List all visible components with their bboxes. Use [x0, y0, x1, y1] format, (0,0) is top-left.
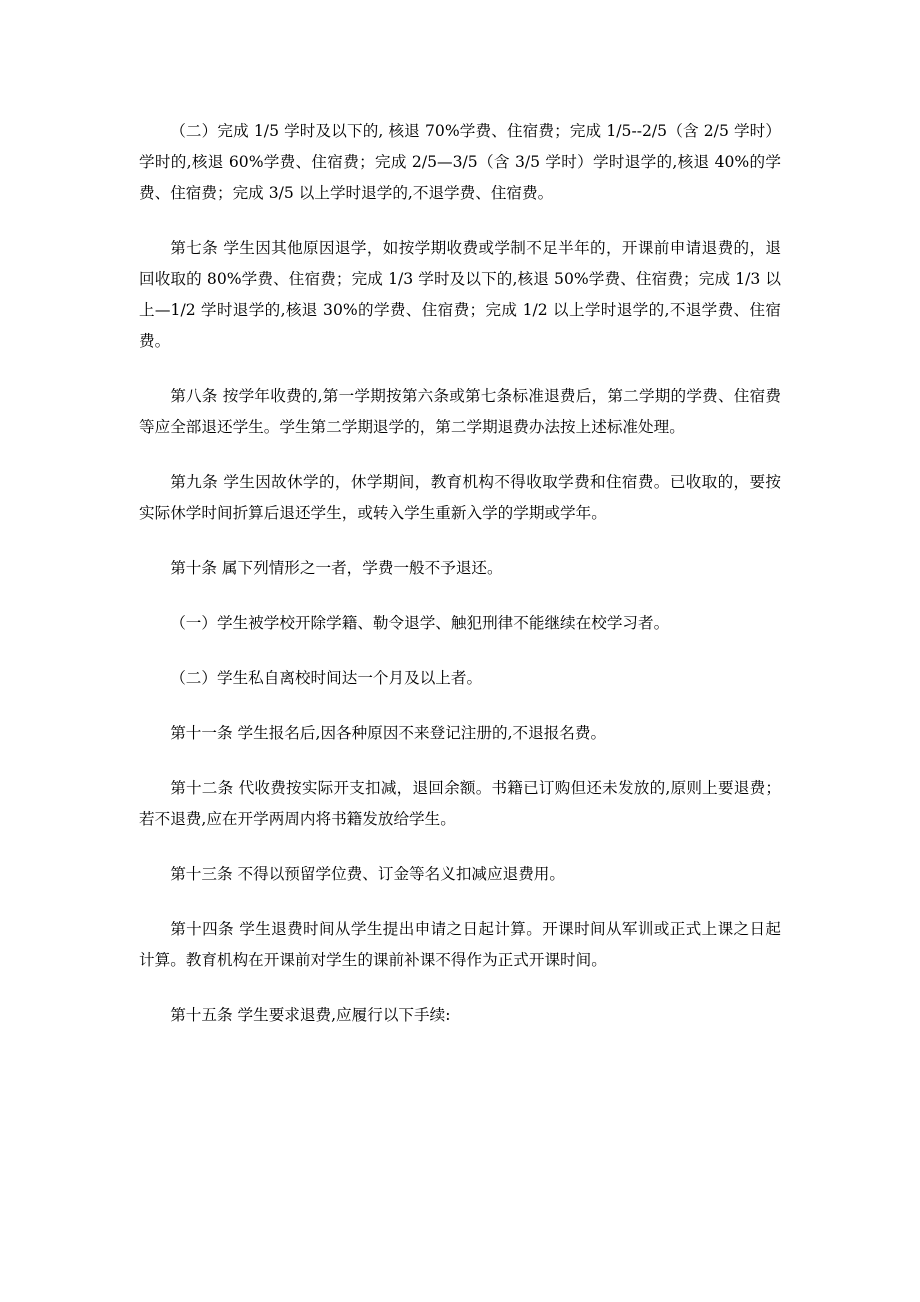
- paragraph-article-11: 第十一条 学生报名后,因各种原因不来登记注册的,不退报名费。: [170, 724, 607, 742]
- paragraph-article-12: 第十二条 代收费按实际开支扣减，退回余额。书籍已订购但还未发放的,原则上要退费；若不退费,应在开学两周内将书籍发放给学生。: [139, 779, 781, 828]
- paragraph-article-13: 第十三条 不得以预留学位费、订金等名义扣减应退费用。: [170, 865, 565, 883]
- paragraph-article-9: 第九条 学生因故休学的，休学期间，教育机构不得收取学费和住宿费。已收取的，要按实际休学时间折算后退还学生，或转入学生重新入学的学期或学年。: [139, 473, 781, 522]
- paragraph-clause-6-2: （二）完成 1/5 学时及以下的, 核退 70%学费、住宿费；完成 1/5--2/5（含 2/5 学时）学时的,核退 60%学费、住宿费；完成 2/5—3/5（含 3/5 学时）学时退学的,核退 40%的学费、住宿费；完成 3/5 以上学时退学的,不退学费、住宿费。: [139, 122, 781, 202]
- paragraph-article-7: 第七条 学生因其他原因退学，如按学期收费或学制不足半年的，开课前申请退费的，退回收取的 80%学费、住宿费；完成 1/3 学时及以下的,核退 50%学费、住宿费；完成 1/3 以上—1/2 学时退学的,核退 30%的学费、住宿费；完成 1/2 以上学时退学的,不退学费、住宿费。: [139, 239, 781, 350]
- paragraph-article-8: 第八条 按学年收费的,第一学期按第六条或第七条标准退费后，第二学期的学费、住宿费等应全部退还学生。学生第二学期退学的，第二学期退费办法按上述标准处理。: [139, 387, 781, 436]
- paragraph-article-14: 第十四条 学生退费时间从学生提出申请之日起计算。开课时间从军训或正式上课之日起计算。教育机构在开课前对学生的课前补课不得作为正式开课时间。: [139, 920, 781, 969]
- paragraph-article-10-item-1: （一）学生被学校开除学籍、勒令退学、触犯刑律不能继续在校学习者。: [170, 614, 670, 632]
- paragraph-article-10-item-2: （二）学生私自离校时间达一个月及以上者。: [170, 669, 483, 687]
- document-body: [139, 116, 781, 1031]
- paragraph-article-15: 第十五条 学生要求退费,应履行以下手续:: [170, 1006, 451, 1024]
- paragraph-article-10: 第十条 属下列情形之一者，学费一般不予退还。: [170, 559, 503, 577]
